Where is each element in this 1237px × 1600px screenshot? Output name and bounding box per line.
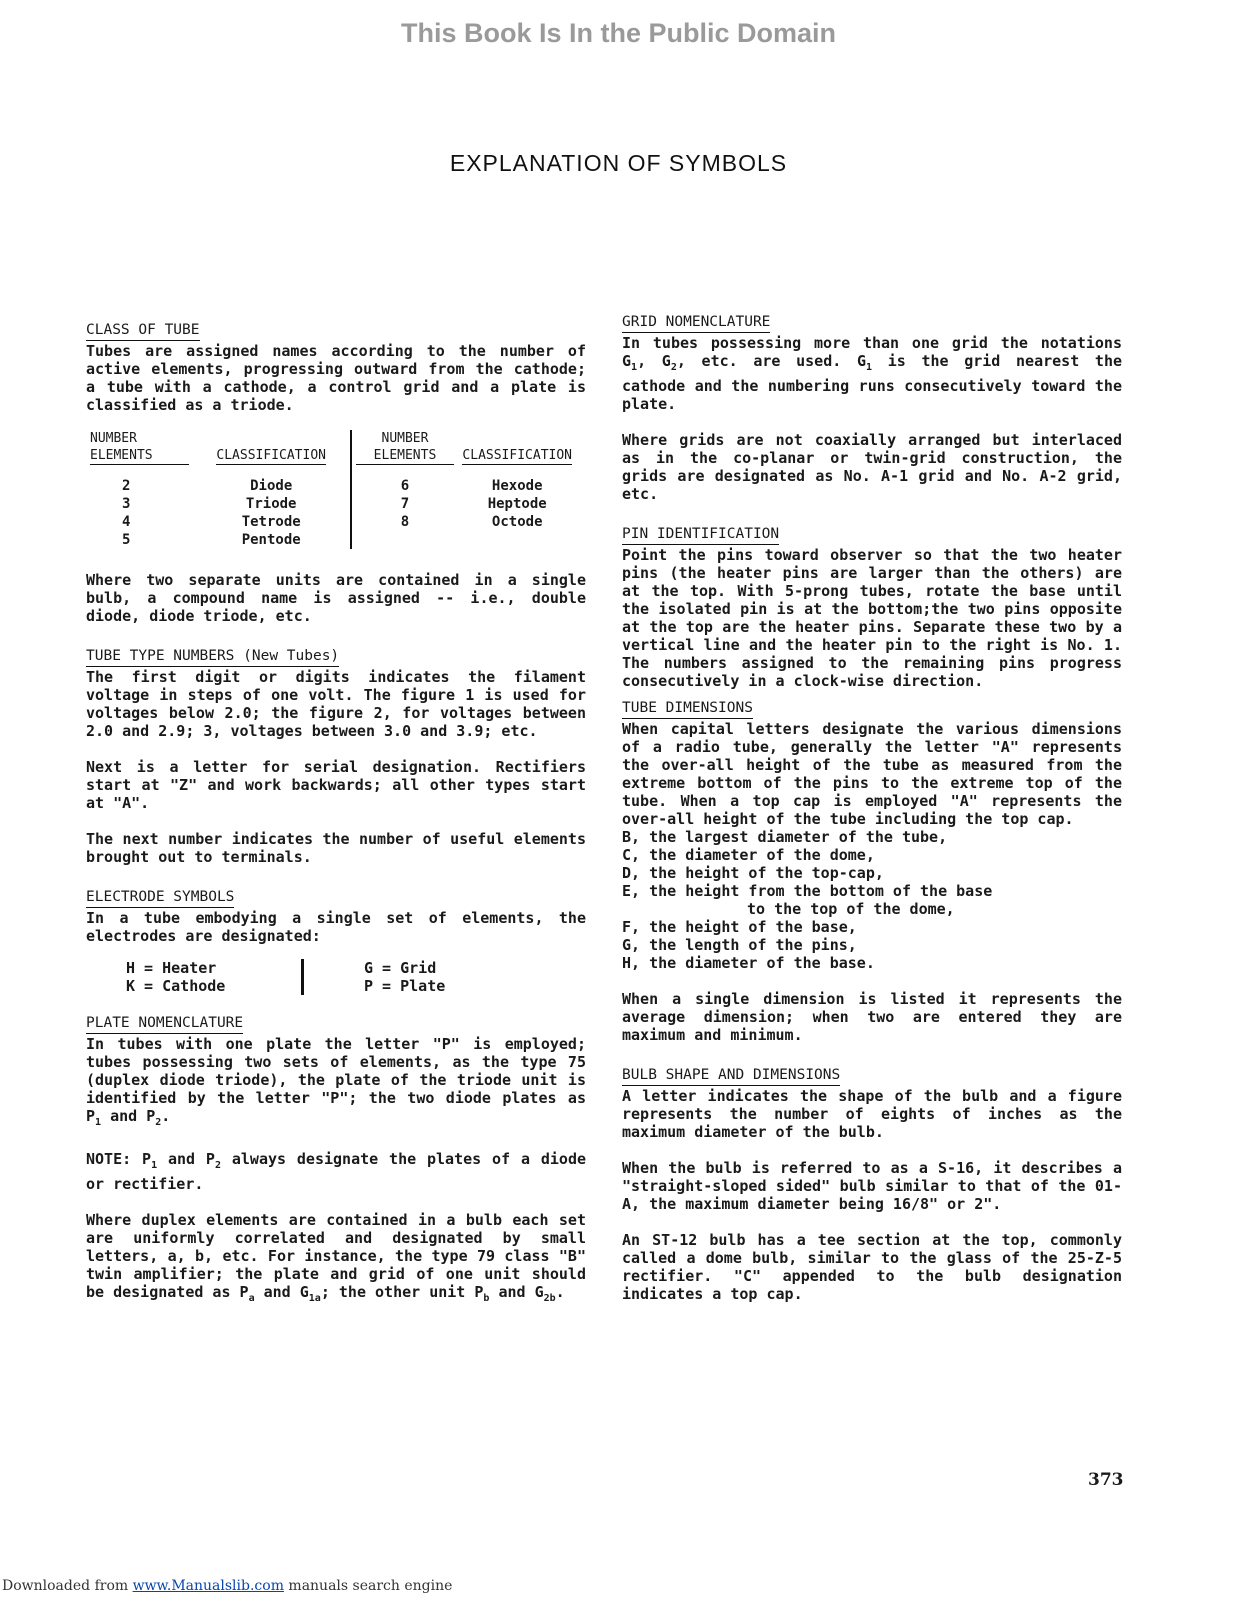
list-item: D, the height of the top-cap,	[622, 864, 884, 882]
table-cell: 7	[351, 495, 459, 513]
electrode-symbols-section	[86, 887, 586, 995]
table-cell: Diode	[250, 478, 293, 494]
class-of-tube-text: Tubes are assigned names according to the number of active elements, progressing outward from the cathode; a tube with a cathode, a control grid and a plate is classified as a triode.	[86, 342, 586, 414]
manualslib-link[interactable]: www.Manualslib.com	[132, 1578, 284, 1594]
grid-text-b: , G	[637, 352, 671, 370]
filament-voltage-text: The first digit or digits indicates the filament voltage in steps of one volt. The figure 1 is used for voltages below 2.0; the figure 2, for voltages between 2.0 and 2.9; 3, voltages between 3.0 and 3.9; etc.	[86, 668, 586, 740]
compound-name-text: Where two separate units are contained in a single bulb, a compound name is assigned -- i.e., double diode, diode triode, etc.	[86, 571, 586, 625]
plate-note-text	[86, 1150, 586, 1193]
subscript: b	[483, 1293, 490, 1304]
table-row	[86, 471, 576, 495]
table-row	[86, 495, 576, 513]
duplex-mid: ; the other unit	[320, 1283, 466, 1301]
header-number-elements-1: NUMBER ELEMENTS	[90, 430, 189, 465]
bulb-shape-section	[622, 1065, 1122, 1303]
list-item: to the top of the dome,	[747, 900, 955, 918]
header-classification-2: CLASSIFICATION	[462, 448, 572, 463]
table-cell: 3	[122, 496, 131, 512]
header-classification-1: CLASSIFICATION	[216, 448, 326, 463]
grid-nomenclature-section	[622, 312, 1122, 503]
grid-text-a: In tubes possessing more than one grid the notations G	[622, 334, 1122, 370]
table-cell: 2	[122, 478, 131, 494]
page-number: 373	[1088, 1470, 1124, 1490]
heater-symbol: H = Heater	[126, 959, 217, 977]
table-cell	[458, 531, 576, 549]
duplex-elements-text: Where duplex elements are contained in a bulb each set are uniformly correlated and designated by small letters, a, b, etc. For instance, the type 79 class "B" twin amplifier; the plate and grid of one unit should be designated as $P_a$ and $G_{1a}$; the other unit $P_b$ and $G_{2b}$.	[86, 1211, 586, 1304]
list-item: G, the length of the pins,	[622, 936, 857, 954]
table-row	[86, 531, 576, 549]
grid-text-c: , etc. are used. G	[676, 352, 866, 370]
grid-symbol: G = Grid	[364, 959, 437, 977]
s16-bulb-text: When the bulb is referred to as a S-16, it describes a "straight-sloped sided" bulb similar to that of the 01-A, the maximum diameter being 16/8" or 2".	[622, 1159, 1122, 1213]
table-cell: Octode	[491, 514, 543, 530]
list-item: F, the height of the base,	[622, 918, 857, 936]
bulb-shape-text: A letter indicates the shape of the bulb and a figure represents the number of eights of inches as the maximum diameter of the bulb.	[622, 1087, 1122, 1141]
plate-symbol-p1: P	[142, 1150, 152, 1168]
list-item: B, the largest diameter of the tube,	[622, 828, 948, 846]
pin-identification-section	[622, 524, 1122, 690]
cathode-symbol: K = Cathode	[126, 977, 226, 995]
table-cell	[351, 531, 459, 549]
useful-elements-text: The next number indicates the number of useful elements brought out to terminals.	[86, 830, 586, 866]
table-cell: Heptode	[487, 496, 547, 512]
tube-dimensions-section	[622, 698, 1122, 1044]
subscript: a	[248, 1293, 255, 1304]
table-cell: Tetrode	[241, 514, 301, 530]
class-of-tube-section	[86, 320, 586, 625]
tube-dimensions-heading: TUBE DIMENSIONS	[622, 699, 753, 719]
table-cell: 4	[122, 514, 131, 530]
download-footer	[2, 1578, 452, 1594]
plate-symbol: P = Plate	[364, 977, 446, 995]
list-item: H, the diameter of the base.	[622, 954, 875, 972]
electrode-symbols-heading: ELECTRODE SYMBOLS	[86, 888, 234, 908]
tube-type-numbers-section	[86, 646, 586, 866]
conjunction: and	[101, 1107, 147, 1125]
list-item: E, the height from the bottom of the base	[622, 882, 993, 900]
right-column	[622, 312, 1122, 1303]
pin-identification-text: Point the pins toward observer so that the two heater pins (the heater pins are larger than the others) are at the top. With 5-prong tubes, rotate the base until the isolated pin is at the bottom;the two pins opposite at the top are the heater pins. Separate these two by a vertical line and the heater pin to the right is No. 1. The numbers assigned to the remaining pins progress consecutively in a clock-wise direction.	[622, 546, 1122, 690]
left-column	[86, 320, 586, 1308]
public-domain-banner: This Book Is In the Public Domain	[400, 18, 837, 48]
table-cell: 8	[351, 513, 459, 531]
interlaced-grids-text: Where grids are not coaxially arranged but interlaced as in the co-planar or twin-grid construction, the grids are designated as No. A-1 grid and No. A-2 grid, etc.	[622, 431, 1122, 503]
plate-symbol-p2: P	[205, 1150, 215, 1168]
pin-identification-heading: PIN IDENTIFICATION	[622, 525, 779, 545]
electrode-symbols-text: In a tube embodying a single set of elements, the electrodes are designated:	[86, 909, 586, 945]
note-label: NOTE:	[86, 1150, 143, 1168]
list-item: C, the diameter of the dome,	[622, 846, 875, 864]
serial-letter-text: Next is a letter for serial designation. Rectifiers start at "Z" and work backwards; all other types start at "A".	[86, 758, 586, 812]
classification-table	[86, 430, 576, 549]
class-of-tube-heading: CLASS OF TUBE	[86, 321, 200, 341]
table-cell: Hexode	[491, 478, 543, 494]
tube-dimensions-text: When capital letters designate the various dimensions of a radio tube, generally the letter "A" represents the over-all height of the tube as measured from the extreme bottom of the pins to the extreme top of the tube. When a top cap is employed "A" represents the over-all height of the tube including the top cap.	[622, 720, 1122, 828]
subscript: 2	[155, 1117, 162, 1128]
subscript: 2b	[543, 1293, 556, 1304]
dimension-list	[622, 828, 1122, 972]
plate-nomenclature-text: In tubes with one plate the letter "P" is employed; tubes possessing two sets of elements, as the type 75 (duplex diode triode), the plate of the triode unit is identified by the letter "P"; the two diode plates as $P_1$ and $P_2$.	[86, 1035, 586, 1128]
plate-nomenclature-section	[86, 1013, 586, 1308]
header-number-elements-2: NUMBER ELEMENTS	[356, 430, 455, 465]
subscript: 1	[95, 1117, 102, 1128]
plate-text-body: In tubes with one plate the letter "P" is employed; tubes possessing two sets of elements, as the type 75 (duplex diode triode), the plate of the triode unit is identified by the letter "P"; the two diode plates as	[86, 1035, 586, 1107]
bulb-shape-heading: BULB SHAPE AND DIMENSIONS	[622, 1066, 840, 1086]
note-body: always designate the plates of a diode or rectifier.	[86, 1150, 587, 1193]
grid-nomenclature-heading: GRID NOMENCLATURE	[622, 313, 770, 333]
subscript: 1a	[308, 1293, 321, 1304]
table-cell: Triode	[245, 496, 297, 512]
plate-nomenclature-heading: PLATE NOMENCLATURE	[86, 1014, 243, 1034]
tube-type-numbers-heading: TUBE TYPE NUMBERS (New Tubes)	[86, 647, 339, 667]
page-title: EXPLANATION OF SYMBOLS	[449, 150, 788, 176]
table-cell: 6	[351, 471, 459, 495]
table-row	[86, 513, 576, 531]
subscript: 1	[151, 1160, 158, 1171]
footer-prefix: Downloaded from	[2, 1578, 133, 1594]
single-dimension-text: When a single dimension is listed it represents the average dimension; when two are entered they are maximum and minimum.	[622, 990, 1122, 1044]
table-cell: Pentode	[241, 532, 301, 548]
plate-symbol-p1: P	[86, 1107, 96, 1125]
table-cell: 5	[122, 532, 131, 548]
footer-suffix: manuals search engine	[283, 1578, 453, 1594]
grid-text-d: is the grid nearest the cathode and the numbering runs consecutively toward the plate.	[622, 352, 1123, 413]
duplex-body: Where duplex elements are contained in a bulb each set are uniformly correlated and designated by small letters, a, b, etc. For instance, the type 79 class "B" twin amplifier; the plate and grid of one unit should be designated as	[86, 1211, 586, 1301]
conjunction: and	[157, 1150, 206, 1168]
st12-bulb-text: An ST-12 bulb has a tee section at the top, commonly called a dome bulb, similar to the glass of the 25-Z-5 rectifier. "C" appended to the bulb designation indicates a top cap.	[622, 1231, 1122, 1303]
electrode-symbol-grid	[126, 959, 586, 995]
plate-symbol-p2: P	[146, 1107, 156, 1125]
grid-notation-text: In tubes possessing more than one grid the notations $G_1$, $G_2$, etc. are used. $G_1$ is the grid nearest the cathode and the numbering runs consecutively toward the plate.	[622, 334, 1123, 413]
subscript: 2	[214, 1160, 221, 1171]
